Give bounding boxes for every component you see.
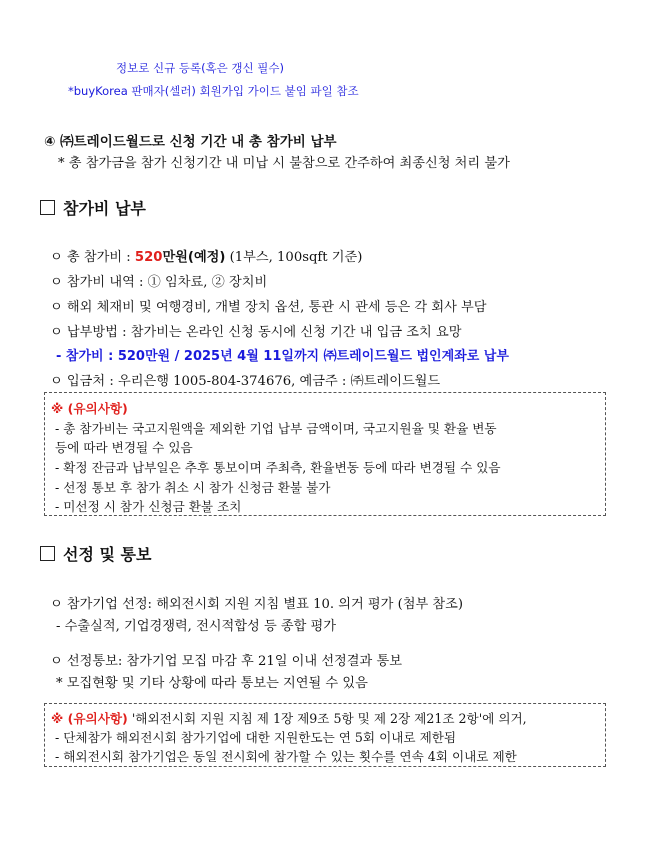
payment-deadline-highlight: - 참가비 : 520만원 / 2025년 4월 11일까지 ㈜트레이드월드 법인계좌로 납부 — [56, 349, 509, 364]
selection-criteria: ㅇ 참가기업 선정: 해외전시회 지원 지침 별표 10. 의거 평가 (첨부 참조) — [50, 597, 464, 612]
fee-section-heading: 참가비 납부 — [40, 196, 146, 219]
item4-title: ④ ㈜트레이드월드로 신청 기간 내 총 참가비 납부 — [44, 134, 337, 150]
fee-caution-line: - 미선정 시 참가 신청금 환불 조치 — [55, 499, 242, 514]
overseas-expense-note: ㅇ 해외 체재비 및 여행경비, 개별 장치 옵션, 통관 시 관세 등은 각 회사 부담 — [50, 300, 487, 315]
item4-note: * 총 참가금을 참가 신청기간 내 미납 시 불참으로 간주하여 최종신청 처리 불가 — [58, 156, 510, 171]
fee-caution-title: ※ (유의사항) — [51, 401, 128, 416]
selection-caution-line: - 해외전시회 참가기업은 동일 전시회에 참가할 수 있는 횟수를 연속 4회 이내로 제한 — [55, 749, 517, 764]
selection-notice-detail: * 모집현황 및 기타 상황에 따라 통보는 지연될 수 있음 — [56, 676, 368, 691]
fee-caution-box — [44, 392, 606, 516]
fee-caution-line: - 선정 통보 후 참가 취소 시 참가 신청금 환불 불가 — [55, 480, 331, 495]
bank-account: ㅇ 입금처 : 우리은행 1005-804-374676, 예금주 : ㈜트레이드월드 — [50, 374, 441, 389]
payment-method: ㅇ 납부방법 : 참가비는 온라인 신청 동시에 신청 기간 내 입금 조치 요망 — [50, 325, 462, 340]
fee-caution-line: - 확정 잔금과 납부일은 추후 통보이며 주최측, 환율변동 등에 따라 변경될 수 있음 — [55, 460, 501, 475]
checkbox-square-icon — [40, 546, 55, 561]
selection-caution-header: ※ (유의사항) '해외전시회 지원 지침 제 1장 제9조 5항 및 제 2장 제21조 2항'에 의거, — [51, 711, 527, 726]
registration-note: 정보로 신규 등록(혹은 갱신 필수) — [116, 61, 285, 75]
total-fee-line: ㅇ 총 참가비 : 520만원(예정) (1부스, 100sqft 기준) — [50, 250, 363, 265]
selection-caution-line: - 단체참가 해외전시회 참가기업에 대한 지원한도는 연 5회 이내로 제한됨 — [55, 730, 457, 745]
selection-section-heading: 선정 및 통보 — [40, 542, 151, 565]
fee-breakdown: ㅇ 참가비 내역 : ① 임차료, ② 장치비 — [50, 275, 268, 290]
buykorea-guide-note: *buyKorea 판매자(셀러) 회원가입 가이드 붙임 파일 참조 — [68, 84, 359, 98]
checkbox-square-icon — [40, 200, 55, 215]
fee-caution-line: 등에 따라 변경될 수 있음 — [55, 440, 193, 455]
selection-criteria-detail: - 수출실적, 기업경쟁력, 전시적합성 등 종합 평가 — [56, 619, 337, 634]
selection-caution-box — [44, 703, 606, 767]
fee-caution-line: - 총 참가비는 국고지원액을 제외한 기업 납부 금액이며, 국고지원율 및 환율 변동 — [55, 421, 497, 436]
total-fee-amount: 520 — [134, 250, 163, 265]
selection-notice: ㅇ 선정통보: 참가기업 모집 마감 후 21일 이내 선정결과 통보 — [50, 654, 402, 669]
